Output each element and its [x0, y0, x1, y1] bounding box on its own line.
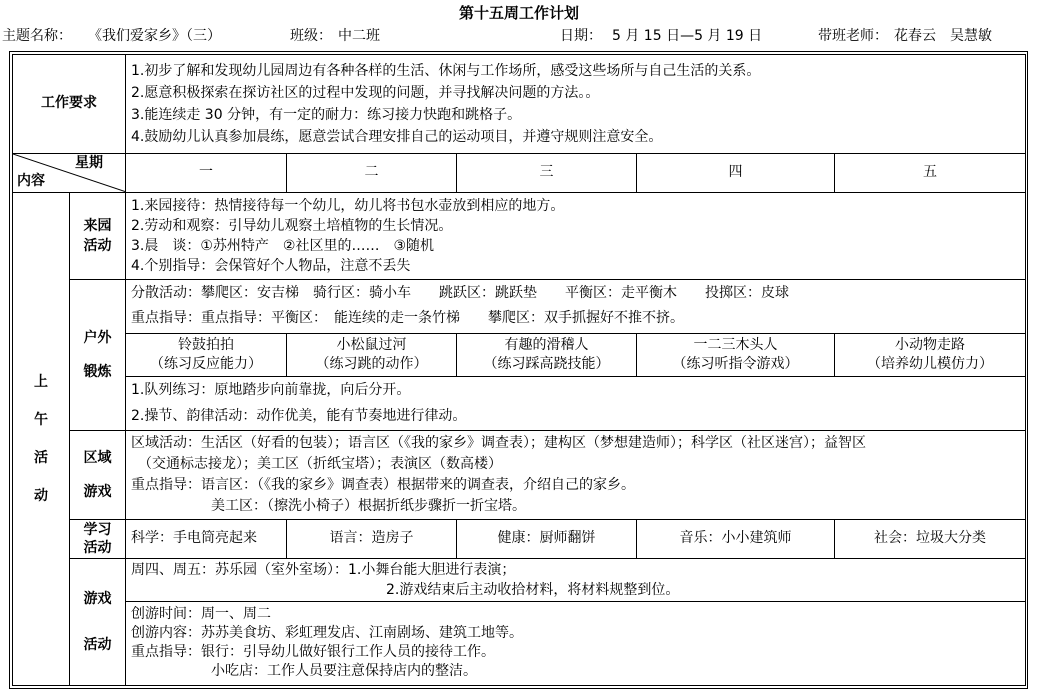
day-header: 五 [835, 154, 1026, 192]
area-line: （交通标志接龙）；美工区（折纸宝塔）；表演区（数高楼） [131, 455, 502, 472]
page-title: 第十五周工作计划 [458, 4, 579, 22]
game-name: 有趣的滑稽人 [504, 336, 589, 353]
date-value: 5 月 15 日—5 月 19 日 [612, 28, 763, 44]
requirements-cell [126, 55, 1026, 154]
class-label: 班级： [290, 28, 332, 44]
requirements-label: 工作要求 [13, 55, 126, 154]
corner-content-label: 内容 [17, 173, 45, 190]
requirement-item: 2.愿意积极探索在探访社区的过程中发现的问题，并寻找解决问题的方法。。 [131, 85, 600, 102]
day-header: 三 [457, 154, 637, 192]
corner-weekday-label: 星期 [75, 155, 103, 172]
play-line: 周四、周五：苏乐园（室外室场）：1.小舞台能大胆进行表演； [131, 562, 516, 579]
class-value: 中二班 [338, 28, 380, 44]
drill-item: 2.操节、韵律活动：动作优美，能有节奏地进行律动。 [131, 408, 467, 425]
creative-line: 创游时间：周一、周二 [131, 606, 271, 623]
outdoor-label: 户外 锻炼 [70, 279, 126, 430]
day-header: 一 [126, 154, 287, 192]
teacher-value: 花春云 吴慧敏 [894, 28, 992, 44]
game-note: （练习反应能力） [150, 355, 262, 372]
teacher-label: 带班老师： [818, 28, 888, 44]
week-corner-cell [13, 154, 126, 192]
arrival-item: 1.来园接待：热情接待每一个幼儿，幼儿将书包水壶放到相应的地方。 [131, 197, 565, 214]
game-name: 小松鼠过河 [336, 336, 407, 353]
game-note: （练习踩高跷技能） [483, 355, 610, 372]
arrival-item: 2.劳动和观察：引导幼儿观察土培植物的生长情况。 [131, 217, 453, 234]
game-note: （培养幼儿模仿力） [867, 355, 994, 372]
study-item: 音乐：小小建筑师 [637, 519, 835, 559]
study-item: 语言：造房子 [287, 519, 457, 559]
play-line: 2.游戏结束后主动收拾材料，将材料规整到位。 [386, 582, 680, 599]
creative-line: 重点指导：银行：引导幼儿做好银行工作人员的接待工作。 [131, 644, 495, 661]
requirement-item: 1.初步了解和发现幼儿园周边有各种各样的生活、休闲与工作场所，感受这些场所与自己生活的关系。 [131, 63, 761, 80]
play-creative-cell [126, 601, 1026, 685]
outdoor-focus-text: 重点指导：重点指导：平衡区： 能连续的走一条竹梯 攀爬区：双手抓握好不推不挤。 [131, 310, 684, 327]
outdoor-scatter-text: 分散活动：攀爬区：安吉梯 骑行区：骑小车 跳跃区：跳跃垫 平衡区：走平衡木 投掷区：皮球 [131, 285, 789, 302]
play-label: 游戏 活动 [70, 559, 126, 686]
game-name: 小动物走路 [895, 336, 966, 353]
play-outdoor-cell [126, 559, 1026, 602]
creative-line: 小吃店：工作人员要注意保持店内的整洁。 [211, 663, 477, 680]
outdoor-game-cell [637, 333, 835, 377]
plan-header [0, 28, 1038, 48]
date-label: 日期： [560, 28, 602, 44]
area-line: 重点指导：语言区：（《我的家乡》调查表）根据带来的调查表，介绍自己的家乡。 [131, 476, 635, 493]
creative-line: 创游内容：苏苏美食坊、彩虹理发店、江南剧场、建筑工地等。 [131, 625, 523, 642]
day-header: 二 [287, 154, 457, 192]
outdoor-scatter-cell [126, 279, 1026, 333]
arrival-item: 4.个别指导：会保管好个人物品，注意不丢失 [131, 257, 411, 274]
requirement-item: 3.能连续走 30 分钟，有一定的耐力：练习接力快跑和跳格子。 [131, 107, 522, 124]
drill-item: 1.队列练习：原地踏步向前靠拢，向后分开。 [131, 382, 411, 399]
day-header: 四 [637, 154, 835, 192]
study-label: 学习 活动 [70, 519, 126, 559]
game-name: 一二三木头人 [693, 336, 778, 353]
outdoor-drill-cell [126, 377, 1026, 431]
requirement-item: 4.鼓励幼儿认真参加晨练，愿意尝试合理安排自己的运动项目，并遵守规则注意安全。 [131, 129, 663, 146]
game-name: 铃鼓拍拍 [178, 336, 234, 353]
arrival-cell [126, 192, 1026, 279]
outdoor-game-cell [457, 333, 637, 377]
theme-label: 主题名称： [2, 28, 72, 44]
outdoor-game-cell [287, 333, 457, 377]
game-note: （练习听指令游戏） [672, 355, 799, 372]
theme-value: 《我们爱家乡》（三） [88, 28, 221, 44]
plan-frame [9, 51, 1028, 689]
outdoor-game-cell [835, 333, 1026, 377]
arrival-item: 3.晨 谈：①苏州特产 ②社区里的…… ③随机 [131, 237, 435, 254]
arrival-label: 来园 活动 [70, 192, 126, 279]
study-item: 科学：手电筒亮起来 [126, 519, 287, 559]
morning-activities-label: 上 午 活 动 [13, 192, 70, 685]
study-item: 健康：厨师翻饼 [457, 519, 637, 559]
outdoor-game-cell [126, 333, 287, 377]
area-line: 美工区：（擦洗小椅子）根据折纸步骤折一折宝塔。 [211, 497, 526, 514]
area-game-label: 区域 游戏 [70, 430, 126, 519]
area-line: 区域活动：生活区（好看的包装）；语言区（《我的家乡》调查表）；建构区（梦想建造师）；科学区（社区迷宫）；益智区 [131, 434, 866, 451]
plan-table [12, 54, 1026, 686]
game-note: （练习跳的动作） [315, 355, 428, 372]
area-game-cell [126, 430, 1026, 519]
study-item: 社会：垃圾大分类 [835, 519, 1026, 559]
